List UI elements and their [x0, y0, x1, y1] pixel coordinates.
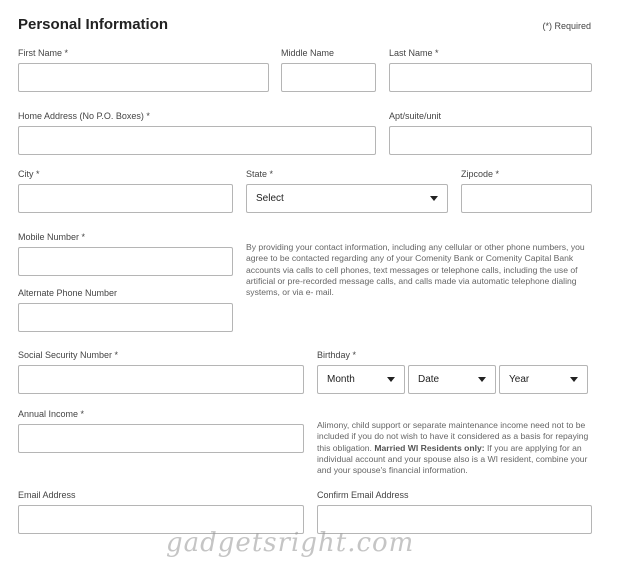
- alt-phone-label: Alternate Phone Number: [18, 288, 118, 298]
- ssn-label: Social Security Number *: [18, 350, 119, 360]
- birth-year-value: Year: [509, 374, 530, 385]
- email-label: Email Address: [18, 490, 76, 500]
- required-note: (*) Required: [542, 21, 591, 31]
- apt-field[interactable]: [389, 126, 592, 155]
- income-note-bold: Married WI Residents only:: [374, 442, 485, 453]
- home-address-label: Home Address (No P.O. Boxes) *: [18, 111, 150, 121]
- ssn-field[interactable]: [18, 365, 304, 394]
- home-address-field[interactable]: [18, 126, 376, 155]
- state-label: State *: [246, 169, 274, 179]
- caret-down-icon: [570, 377, 578, 382]
- last-name-label: Last Name *: [389, 48, 439, 58]
- watermark: gadgetsright.com: [166, 528, 415, 558]
- birth-date-value: Date: [418, 374, 440, 385]
- first-name-field[interactable]: [18, 63, 269, 92]
- middle-name-label: Middle Name: [281, 48, 335, 58]
- annual-income-field[interactable]: [18, 424, 304, 453]
- first-name-label: First Name *: [18, 48, 69, 58]
- income-note-text-2: If you are applying for an individual account and your spouse also is a WI resident, combine your and your spouse's financial information.: [317, 442, 588, 476]
- birthday-label: Birthday *: [317, 350, 357, 360]
- birth-date-select[interactable]: [408, 365, 496, 394]
- mobile-field[interactable]: [18, 247, 233, 276]
- birth-month-select[interactable]: [317, 365, 405, 394]
- last-name-field[interactable]: [389, 63, 592, 92]
- apt-label: Apt/suite/unit: [389, 111, 442, 121]
- income-note-text: Alimony, child support or separate maintenance income need not to be included if you do not wish to have it considered as a basis for repaying this obligation.: [317, 420, 589, 453]
- caret-down-icon: [387, 377, 395, 382]
- middle-name-field[interactable]: [281, 63, 376, 92]
- caret-down-icon: [430, 196, 438, 201]
- birth-year-select[interactable]: [499, 365, 588, 394]
- zipcode-label: Zipcode *: [461, 169, 500, 179]
- caret-down-icon: [478, 377, 486, 382]
- birth-month-value: Month: [327, 374, 355, 385]
- confirm-email-label: Confirm Email Address: [317, 490, 409, 500]
- zipcode-field[interactable]: [461, 184, 592, 213]
- contact-disclaimer: By providing your contact information, including any cellular or other phone numbers, you agree to be contacted regarding any of your Comenity Bank or Comenity Capital Bank accounts via calls to cell phones, text messages or telephone calls, including the use of artificial or pre-recorded message calls, and calls made via automatic telephone dialing systems, or via e- mail.: [246, 242, 585, 298]
- state-select-value: Select: [256, 193, 284, 204]
- city-field[interactable]: [18, 184, 233, 213]
- state-select[interactable]: [246, 184, 448, 213]
- page-title: Personal Information: [18, 16, 169, 33]
- alt-phone-field[interactable]: [18, 303, 233, 332]
- mobile-label: Mobile Number *: [18, 232, 86, 242]
- income-note: [317, 420, 593, 476]
- annual-income-label: Annual Income *: [18, 409, 85, 419]
- city-label: City *: [18, 169, 40, 179]
